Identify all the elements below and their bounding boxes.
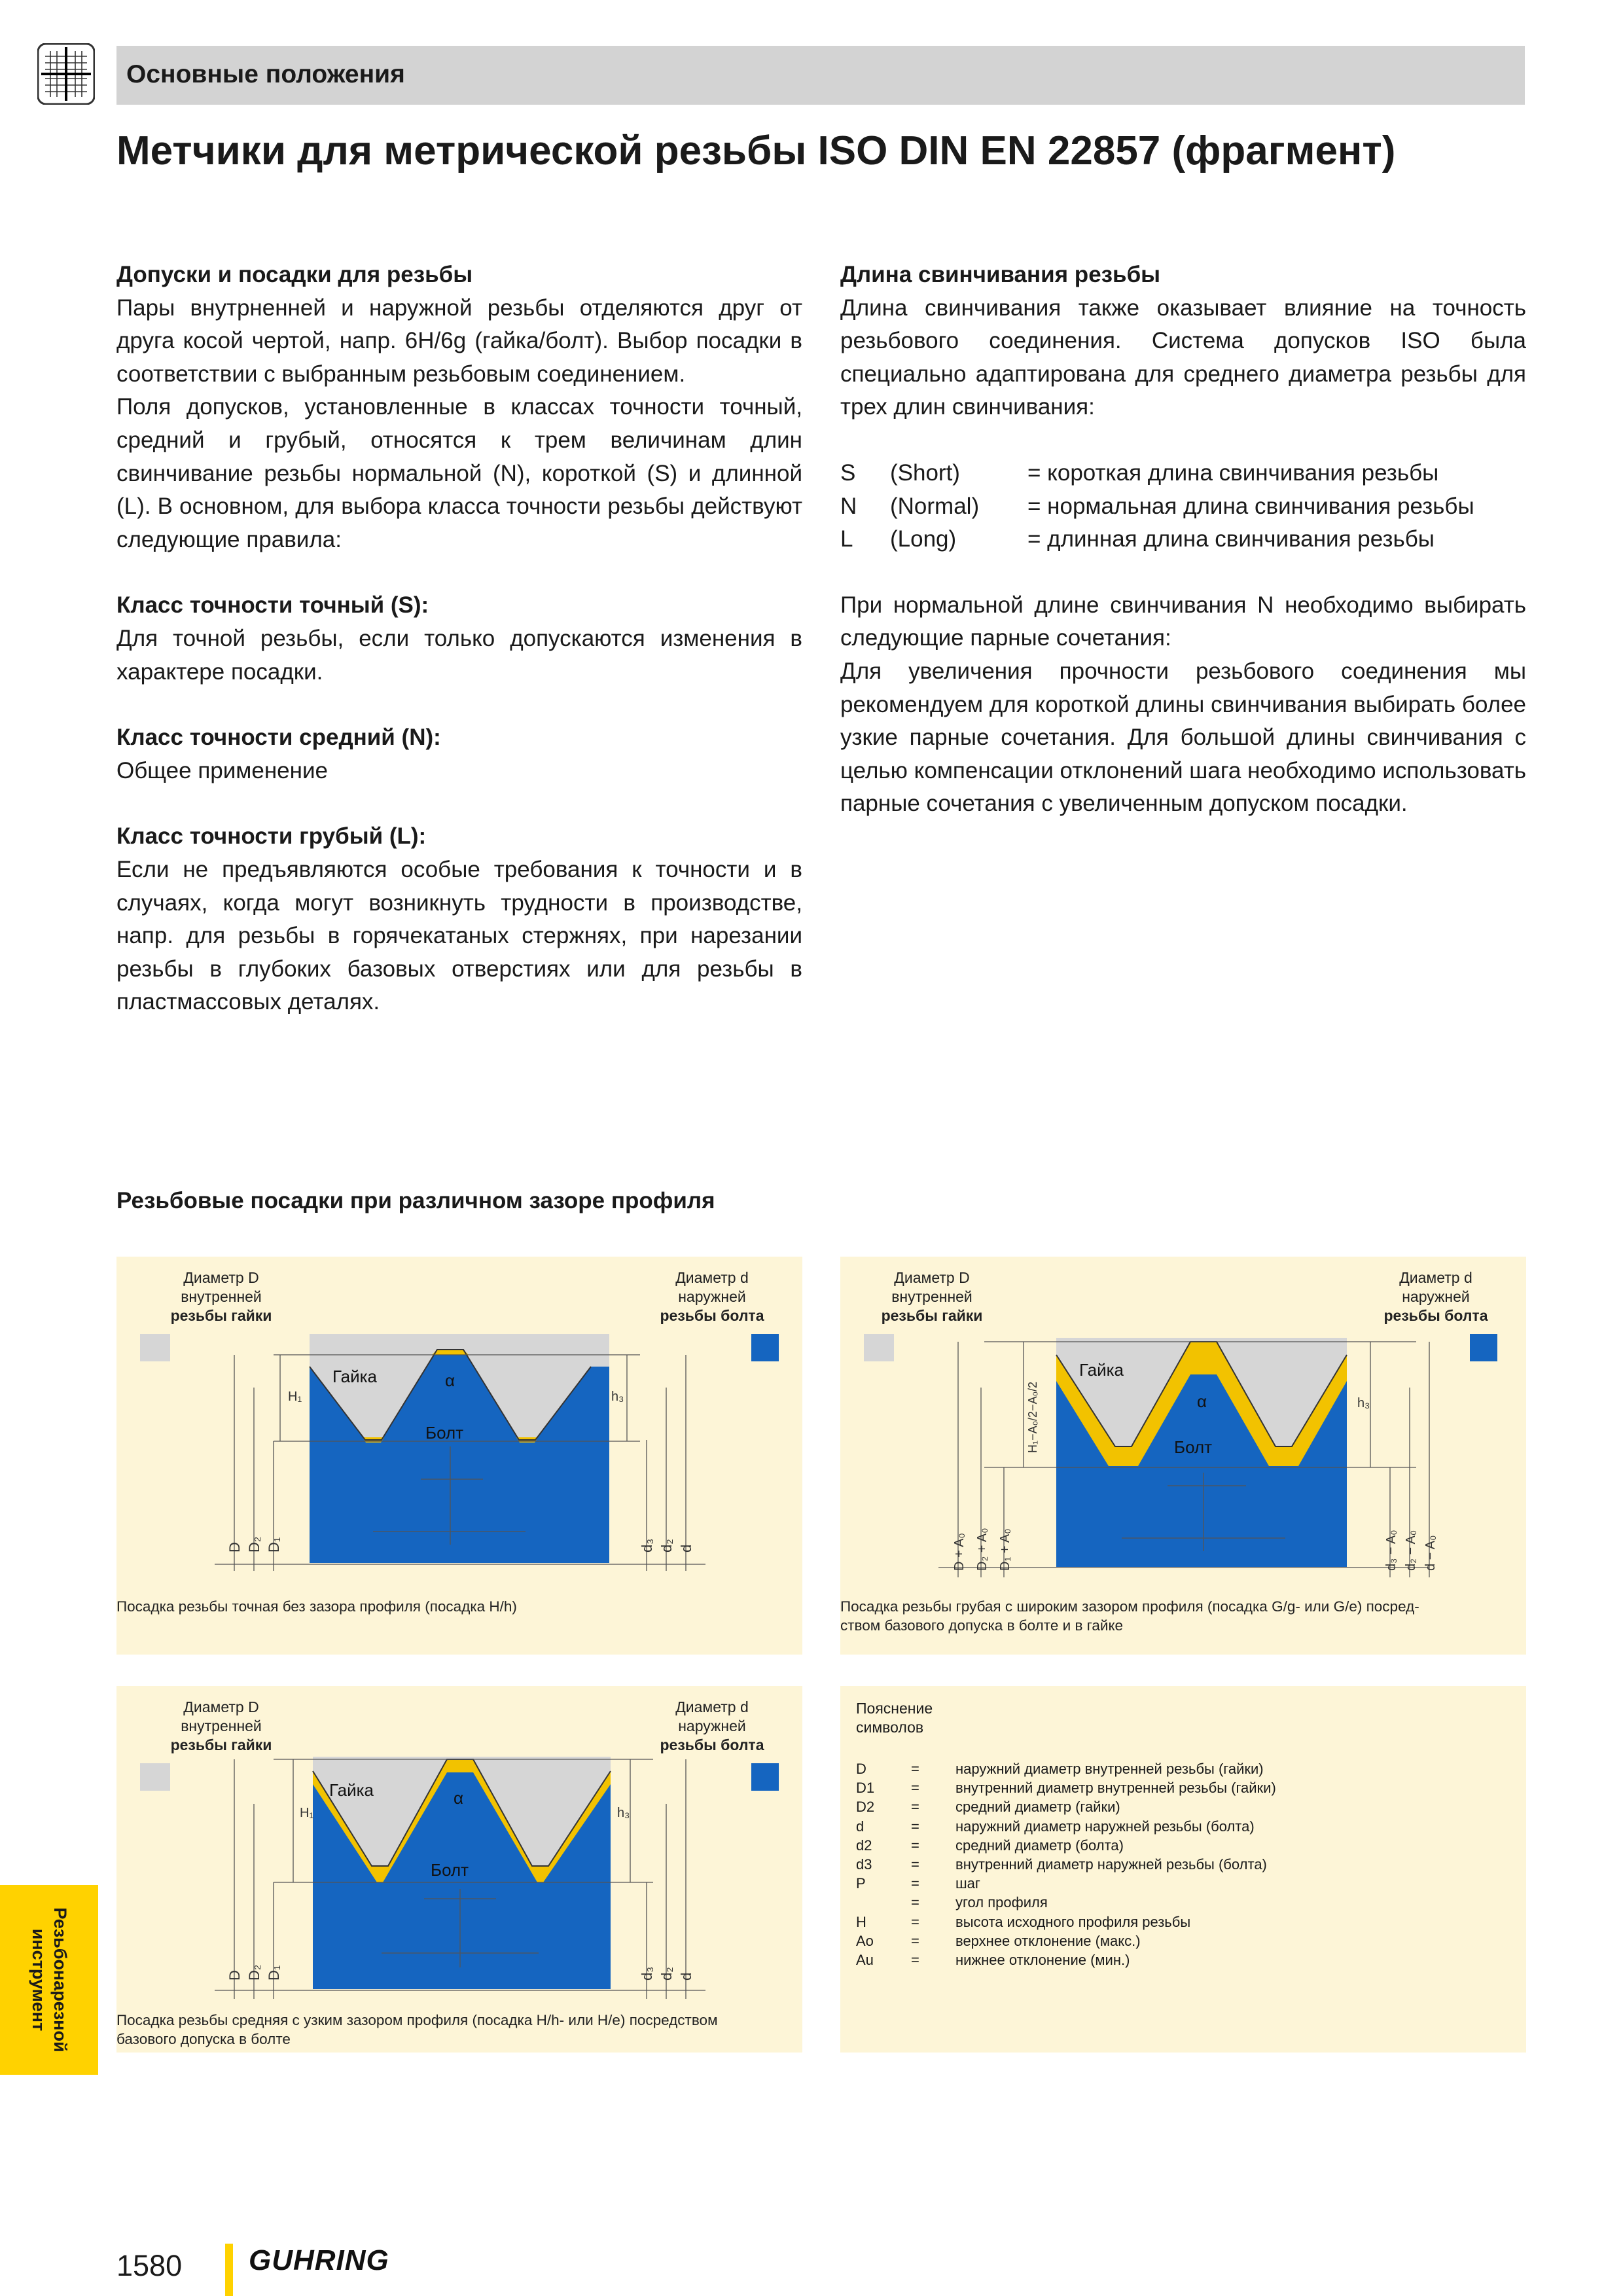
side-tab[interactable]: [0, 1885, 98, 2075]
paragraph: Для точной резьбы, если только допускаются изменения в характере посадки.: [116, 625, 802, 685]
dim-label: D₁: [266, 1965, 282, 1981]
legend-title: Пояснение символов: [856, 1700, 933, 1736]
nut-diameter-label: Диаметр D внутренней резьбы гайки: [170, 1269, 272, 1324]
paragraph: Длина свинчивания также оказывает влияние на точность резьбового соединения. Система допусков ISO была специально адаптирована для среднего диаметра резьбы для трех длин свинчивания:: [840, 295, 1526, 420]
legend-row: H = высота исходного профиля резьбы: [856, 1913, 1191, 1930]
alpha-label: α: [445, 1371, 455, 1390]
dim-label: H₁: [288, 1390, 302, 1404]
nut-label: Гайка: [332, 1367, 378, 1386]
footer-accent-bar: [225, 2244, 233, 2296]
dim-label: D₂ + A₀: [975, 1528, 990, 1571]
heading-class-coarse: Класс точности грубый (L):: [116, 823, 427, 850]
thread-profile-diagram: [116, 1686, 802, 2000]
paragraph: Если не предъявляются особые требования к точности и в случаях, когда могут возникнуть трудности в производстве, напр. для резьбы в горячекатаных стержнях, при нарезании резьбы в глубоких базовых отверстиях или для резьбы в пластмассовых деталях.: [116, 856, 802, 1015]
heading-engagement-length: Длина свинчивания резьбы: [840, 262, 1161, 287]
section-title: Основные положения: [126, 60, 405, 88]
dim-label: D₂: [246, 1536, 262, 1552]
legend-row: Ao = верхнее отклонение (макс.): [856, 1932, 1141, 1949]
dim-label: D + A₀: [952, 1533, 967, 1571]
dim-label: d: [678, 1972, 694, 1981]
paragraph: При нормальной длине свинчивания N необходимо выбирать следующие парные сочетания:: [840, 592, 1526, 651]
page-title: Метчики для метрической резьбы ISO DIN EN 22857 (фрагмент): [116, 128, 1396, 173]
legend-row: d = наружний диаметр наружней резьбы (болта): [856, 1818, 1255, 1835]
thread-profile-diagram: [116, 1257, 802, 1597]
dim-label: D₂: [246, 1964, 262, 1981]
symbol-legend-panel: [840, 1686, 1526, 2053]
alpha-label: α: [1197, 1391, 1207, 1411]
bolt-diameter-label: Диаметр d наружней резьбы болта: [660, 1269, 764, 1324]
dim-label: D₁: [266, 1537, 282, 1552]
side-tab-label: Резьбонарезной инструмент: [29, 1907, 70, 2053]
dim-label: d₂: [658, 1539, 675, 1552]
paragraph: Пары внутрненней и наружной резьбы отделяются друг от друга косой чертой, напр. 6H/6g (гайка/болт). Выбор посадки в соответствии с выбранным резьбовым соединением.: [116, 295, 802, 387]
thread-profile-diagram: [840, 1257, 1526, 1597]
dim-label: d₃ − A₀: [1384, 1530, 1399, 1571]
brand-logo: GUHRING: [249, 2244, 389, 2276]
dim-label: H₁: [300, 1806, 314, 1820]
dim-label: d₂: [658, 1967, 675, 1981]
legend-row: d2 = средний диаметр (болта): [856, 1837, 1124, 1854]
heading-class-fine: Класс точности точный (S):: [116, 592, 429, 619]
nut-label: Гайка: [329, 1780, 374, 1800]
length-row: L (Long) = длинная длина свинчивания резьбы: [840, 526, 1435, 552]
right-column: [840, 259, 1526, 821]
figure-panel-coarse-fit: [840, 1257, 1526, 1655]
legend-row: d3 = внутренний диаметр наружней резьбы (болта): [856, 1856, 1267, 1873]
bolt-diameter-label: Диаметр d наружней резьбы болта: [660, 1698, 764, 1753]
paragraph: Для увеличения прочности резьбового соединения мы рекомендуем для короткой длины свинчивания выбирать более узкие парные сочетания. Для большой длины свинчивания с целью компенсации отклонений шага необходимо использовать парные сочетания с увеличенным допуском посадки.: [840, 658, 1526, 817]
legend-row: P = шаг: [856, 1875, 980, 1892]
heading-class-medium: Класс точности средний (N):: [116, 725, 441, 751]
legend-row: Au = нижнее отклонение (мин.): [856, 1952, 1130, 1969]
length-row: N (Normal) = нормальная длина свинчивания резьбы: [840, 493, 1474, 519]
legend-row: D = наружний диаметр внутренней резьбы (гайки): [856, 1761, 1264, 1777]
figure-caption: Посадка резьбы средняя с узким зазором профиля (посадка H/h- или H/e) посредством базового допуска в болте: [116, 2012, 718, 2047]
grid-logo-icon: [37, 43, 95, 105]
bolt-label: Болт: [431, 1860, 469, 1880]
dim-label: d₃: [639, 1538, 655, 1552]
figure-caption: Посадка резьбы грубая с широким зазором профиля (посадка G/g- или G/e) посред- ством базового допуска в болте и в гайке: [840, 1598, 1419, 1634]
nut-label: Гайка: [1079, 1360, 1124, 1380]
legend-row: = угол профиля: [911, 1894, 1048, 1911]
dim-label: d: [678, 1544, 694, 1552]
dim-label: h₃: [611, 1390, 624, 1404]
dim-label: H₁−A₀/2−A₀/2: [1026, 1381, 1039, 1453]
paragraph: Поля допусков, установленные в классах точности точный, средний и грубый, относятся к трем величинам длин свинчивание резьбы нормальной (N), короткой (S) и длинной (L). В основном, для выбора класса точности резьбы действуют следующие правила:: [116, 394, 802, 552]
bolt-label: Болт: [425, 1423, 464, 1443]
bolt-label: Болт: [1174, 1437, 1213, 1457]
dim-label: d₃: [639, 1966, 655, 1981]
legend-row: D1 = внутренний диаметр внутренней резьбы (гайки): [856, 1780, 1276, 1797]
dim-label: D₁ + A₀: [998, 1528, 1012, 1571]
legend-row: D2 = средний диаметр (гайки): [856, 1799, 1120, 1816]
dim-label: h₃: [1357, 1396, 1370, 1410]
nut-diameter-label: Диаметр D внутренней резьбы гайки: [881, 1269, 983, 1324]
paragraph: Общее применение: [116, 757, 328, 783]
dim-label: d − A₀: [1423, 1535, 1438, 1571]
left-column: [116, 259, 802, 1019]
figure-caption: Посадка резьбы точная без зазора профиля (посадка H/h): [116, 1598, 517, 1615]
figures-heading: Резьбовые посадки при различном зазоре профиля: [116, 1188, 715, 1213]
dim-label: d₂ − A₀: [1404, 1530, 1418, 1571]
bolt-diameter-label: Диаметр d наружней резьбы болта: [1383, 1269, 1488, 1324]
dim-label: D: [226, 1542, 243, 1552]
dim-label: D: [226, 1970, 243, 1981]
length-row: S (Short) = короткая длина свинчивания резьбы: [840, 459, 1439, 486]
page-number: 1580: [116, 2249, 183, 2282]
figure-panel-medium-fit: [116, 1686, 802, 2053]
figure-panel-fine-fit: [116, 1257, 802, 1655]
alpha-label: α: [454, 1788, 464, 1808]
heading-tolerances: Допуски и посадки для резьбы: [116, 262, 473, 287]
legend-table: [856, 1759, 1276, 1969]
nut-diameter-label: Диаметр D внутренней резьбы гайки: [170, 1698, 272, 1753]
dim-label: h₃: [617, 1806, 630, 1820]
